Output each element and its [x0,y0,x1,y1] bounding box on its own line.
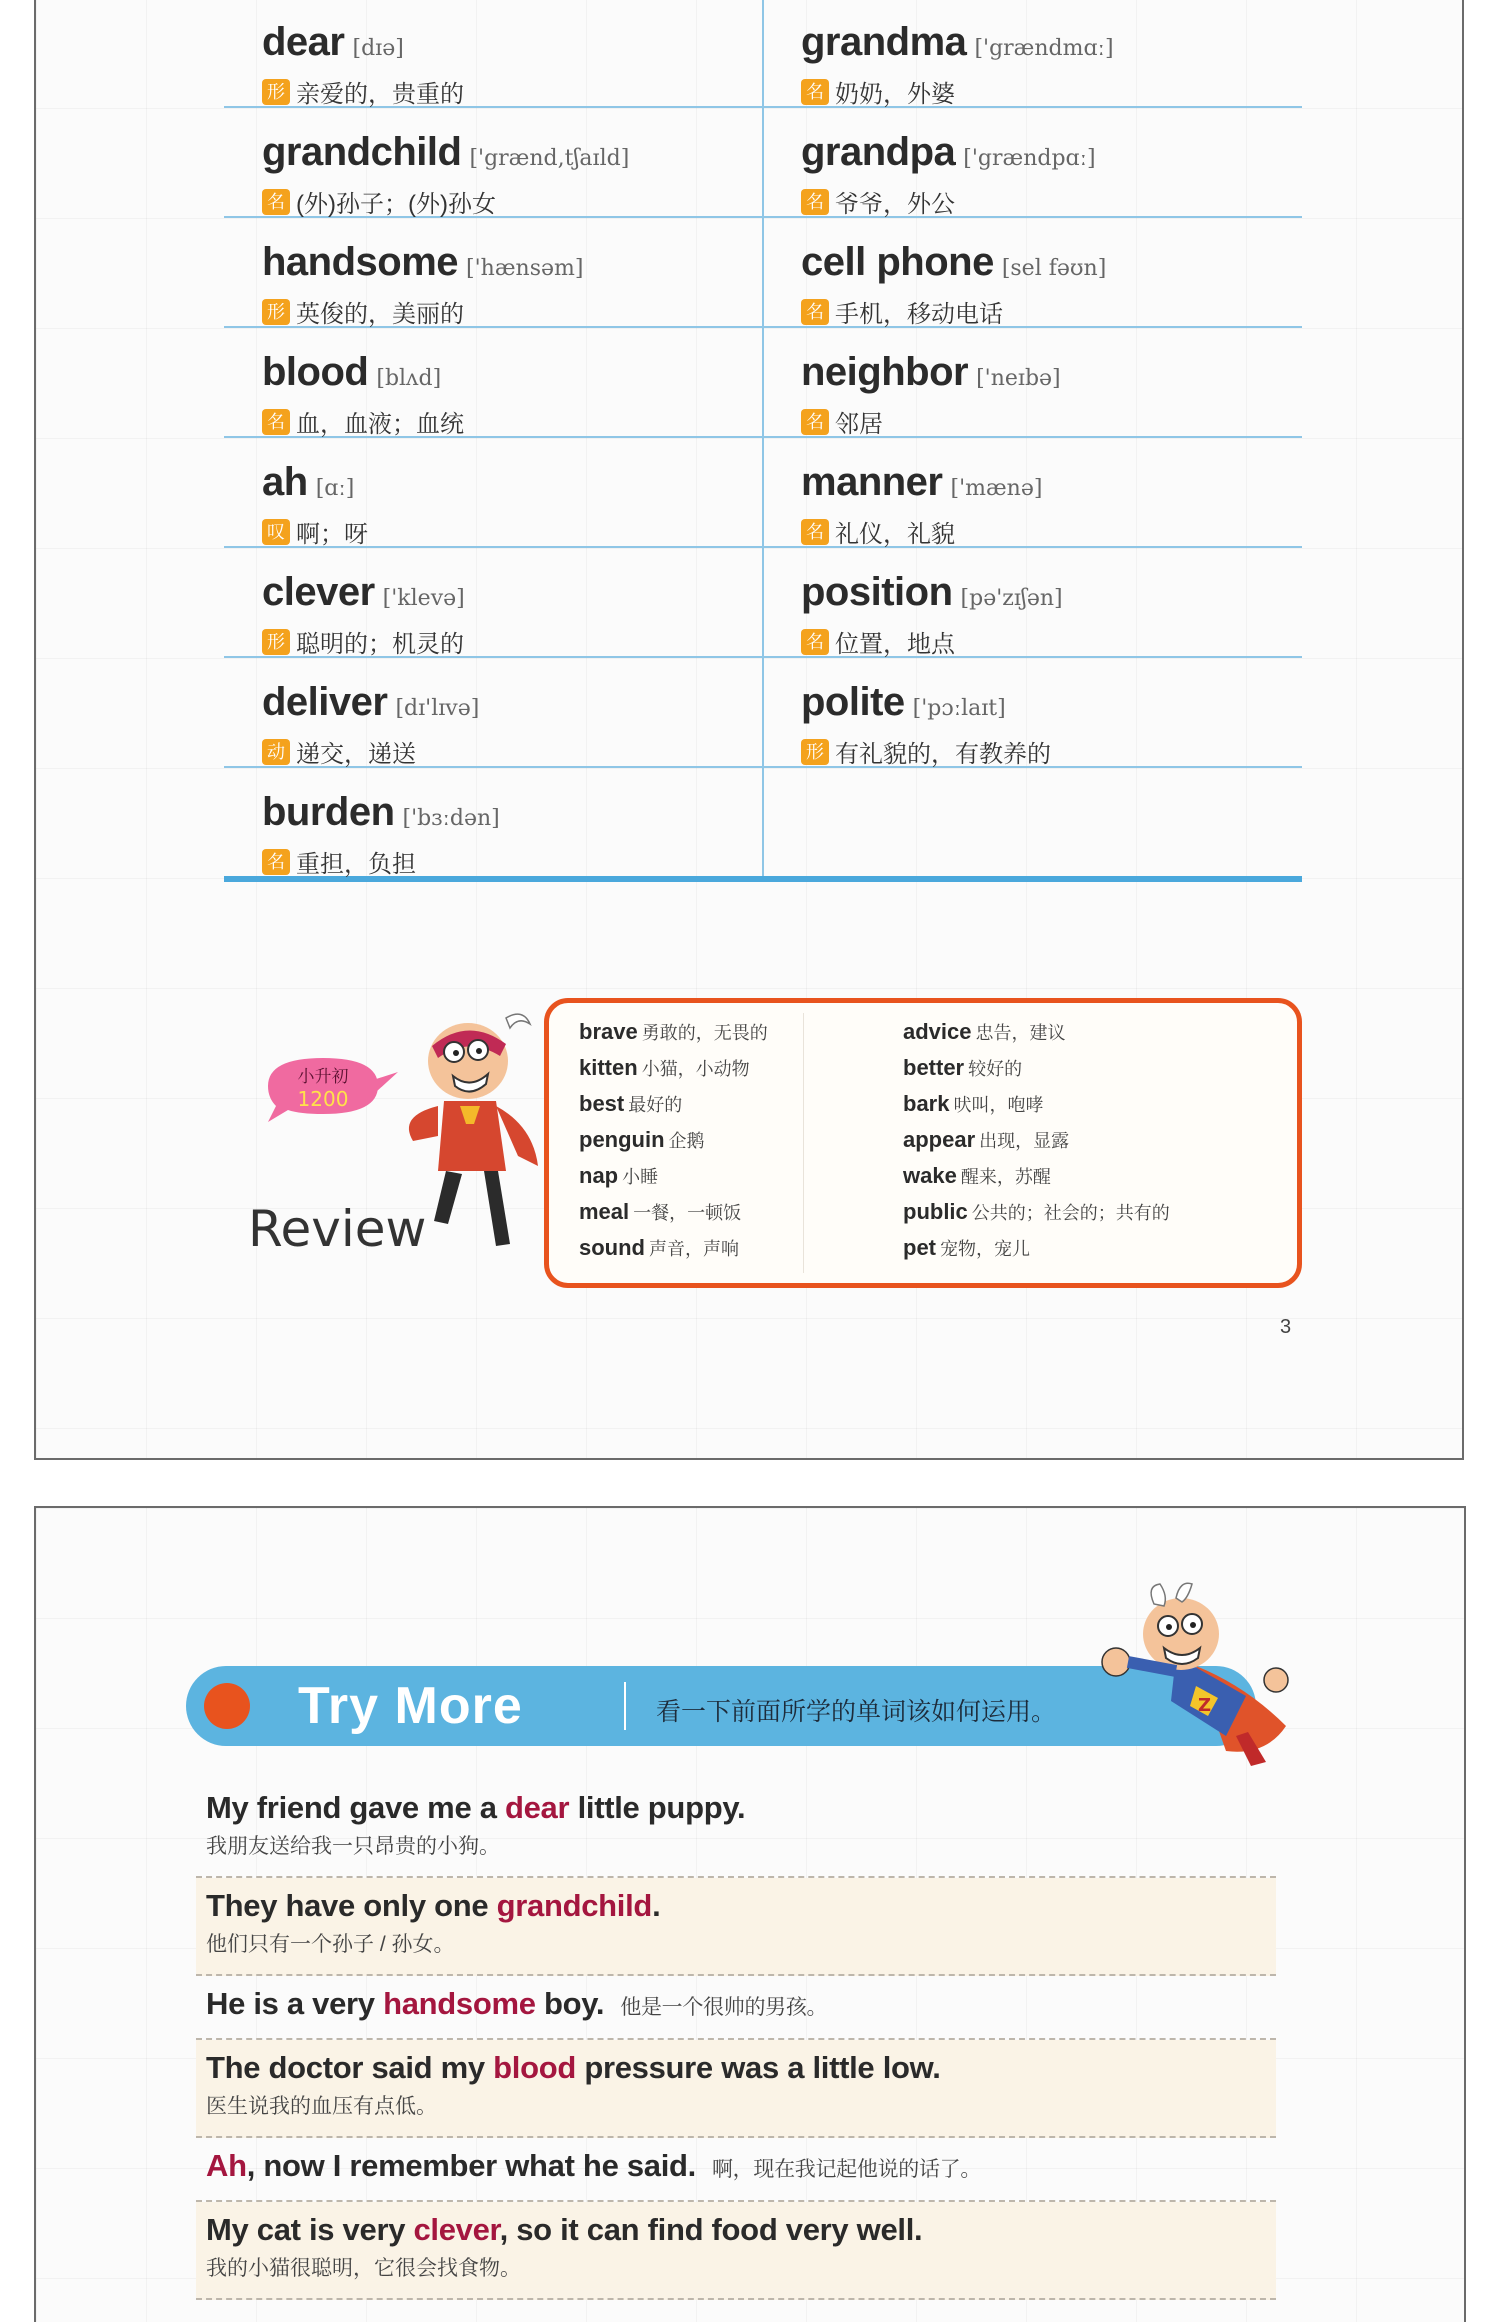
bubble-line-2: 1200 [297,1087,349,1111]
vocab-row [224,438,1302,548]
banner-divider [624,1682,626,1730]
vocabulary-page [34,0,1464,1460]
vocab-word: blood [262,350,369,394]
vocab-entry [224,768,763,876]
vocab-word: burden [262,790,395,834]
vocab-phonetic: ['hænsəm] [466,256,584,281]
vocab-phonetic: ['bɜːdən] [402,806,500,831]
review-meaning: 吠叫，咆哮 [953,1095,1044,1115]
pos-badge: 名 [262,409,290,435]
review-item [579,1019,768,1055]
sentence-text: My friend gave me a [206,1790,505,1825]
review-meaning: 宠物，宠儿 [940,1239,1030,1259]
review-word: advice [903,1019,972,1044]
review-word: appear [903,1127,976,1152]
vocab-phonetic: [dɪə] [352,36,404,61]
vocab-row [224,548,1302,658]
highlight-word: handsome [383,1986,536,2021]
vocab-meaning: 爷爷，外公 [835,191,955,218]
review-list-right [903,1019,1170,1271]
sentence-text: pressure was a little low. [576,2050,941,2085]
try-more-subtitle: 看一下前面所学的单词该如何运用。 [656,1698,1057,1726]
vocab-meaning: 亲爱的，贵重的 [296,81,464,108]
vocab-entry [224,218,763,326]
sentence-text: . [652,1888,661,1923]
review-word: pet [903,1235,936,1260]
sentence-english [206,2148,1266,2184]
pos-badge: 形 [262,629,290,655]
vocab-meaning: (外)孙子；(外)孙女 [296,191,496,218]
vocab-word: deliver [262,680,388,724]
example-sentence [196,2138,1276,2202]
example-sentence [196,2040,1276,2138]
pos-badge: 名 [801,519,829,545]
review-word: wake [903,1163,957,1188]
review-item [903,1127,1170,1163]
sentence-text: He is a very [206,1986,384,2021]
vocab-word: ah [262,460,308,504]
vocab-meaning: 奶奶，外婆 [835,81,955,108]
pos-badge: 形 [262,79,290,105]
review-item [579,1163,768,1199]
review-item [903,1235,1170,1271]
vocab-word: grandpa [801,130,956,174]
review-meaning: 一餐，一顿饭 [633,1203,742,1223]
review-word: brave [579,1019,638,1044]
review-meaning: 公共的；社会的；共有的 [971,1203,1170,1223]
sentence-chinese: 他们只有一个孙子 / 孙女。 [206,1933,455,1956]
vocab-word: position [801,570,953,614]
sentence-chinese: 我的小猫很聪明，它很会找食物。 [206,2257,521,2280]
vocab-phonetic: [ɑː] [315,476,355,501]
highlight-word: Ah [206,2148,247,2183]
vocab-phonetic: ['klevə] [382,586,465,611]
vocab-entry [224,328,763,436]
review-item [579,1199,768,1235]
vocab-entry [763,328,1302,436]
sentence-chinese: 医生说我的血压有点低。 [206,2095,437,2118]
vocab-meaning: 英俊的，美丽的 [296,301,464,328]
vocab-meaning: 聪明的；机灵的 [296,631,464,658]
review-word: better [903,1055,965,1080]
vocab-phonetic: ['mænə] [950,476,1043,501]
sentence-text: They have only one [206,1888,497,1923]
superhero-mascot-icon [248,1006,566,1256]
example-sentence [196,1976,1276,2040]
vocab-word: dear [262,20,345,64]
review-item [903,1019,1170,1055]
vocab-word: grandma [801,20,967,64]
review-meaning: 最好的 [628,1095,683,1115]
review-meaning: 出现，显露 [979,1131,1070,1151]
superhero-mascot-flying-icon [1076,1576,1346,1786]
highlight-word: grandchild [496,1888,653,1923]
pos-badge: 形 [801,739,829,765]
vocab-phonetic: [sel fəʊn] [1001,256,1107,281]
sentence-chinese: 我朋友送给我一只昂贵的小狗。 [206,1835,500,1858]
review-item [903,1163,1170,1199]
vocab-entry [763,548,1302,656]
review-meaning: 勇敢的，无畏的 [641,1023,768,1043]
pos-badge: 名 [801,299,829,325]
review-meaning: 企鹅 [668,1131,705,1151]
vocab-word: cell phone [801,240,994,284]
review-word: sound [579,1235,645,1260]
pos-badge: 名 [801,189,829,215]
sentence-text: , now I remember what he said. [246,2148,696,2183]
vocab-row [224,218,1302,328]
review-item [579,1091,768,1127]
vocab-row [224,0,1302,108]
vocab-entry [224,658,763,766]
sentence-english [206,2212,1266,2248]
vocab-entry [224,438,763,546]
review-meaning: 醒来，苏醒 [960,1167,1051,1187]
vocab-word: neighbor [801,350,969,394]
vocab-row [224,658,1302,768]
vocab-entry [763,108,1302,216]
sentence-text: The doctor said my [206,2050,494,2085]
sentence-chinese: 啊，现在我记起他说的话了。 [711,2158,982,2181]
vocab-entry [224,0,763,106]
review-list-left [579,1019,768,1271]
try-more-page [34,1506,1466,2322]
bubble-line-1: 小升初 [297,1067,349,1087]
vocab-meaning: 邻居 [835,411,883,438]
pos-badge: 名 [801,79,829,105]
example-sentence [196,2202,1276,2300]
vocab-word: clever [262,570,375,614]
vocab-word: grandchild [262,130,462,174]
vocab-meaning: 重担，负担 [296,851,416,878]
review-label: Review [248,1200,427,1256]
vocab-meaning: 手机，移动电话 [835,301,1003,328]
vocab-entry [224,548,763,656]
sentence-english [206,1790,1266,1826]
vocab-phonetic: [blʌd] [376,366,442,391]
review-item [579,1055,768,1091]
review-word: kitten [579,1055,638,1080]
review-word: public [903,1199,968,1224]
vocab-entry [224,108,763,216]
vocab-phonetic: [pə'zɪʃən] [960,586,1063,611]
vocab-meaning: 血，血液；血统 [296,411,464,438]
example-sentence [196,1780,1276,1878]
vocab-meaning: 有礼貌的，有教养的 [835,741,1051,768]
sentence-text: boy. [535,1986,605,2021]
vocab-row [224,108,1302,218]
review-meaning: 小睡 [622,1167,659,1187]
review-box [544,998,1302,1288]
review-meaning: 较好的 [968,1059,1023,1079]
review-item [903,1091,1170,1127]
pos-badge: 名 [801,629,829,655]
vocab-entry-empty [763,768,1302,876]
review-item [579,1127,768,1163]
svg-text:Z: Z [1198,1695,1212,1716]
speech-bubble-icon [268,1058,398,1122]
pos-badge: 动 [262,739,290,765]
review-word: bark [903,1091,950,1116]
vocab-phonetic: ['grænd,tʃaɪld] [469,146,630,171]
vocab-meaning: 位置，地点 [835,631,955,658]
vocab-phonetic: ['neɪbə] [976,366,1061,391]
vocab-meaning: 啊；呀 [296,521,368,548]
page-number: 3 [1280,1316,1292,1338]
pos-badge: 名 [262,849,290,875]
vocab-phonetic: [dɪ'lɪvə] [395,696,480,721]
highlight-word: clever [413,2212,500,2247]
vocab-meaning: 礼仪，礼貌 [835,521,955,548]
review-meaning: 忠告，建议 [975,1023,1066,1043]
pos-badge: 叹 [262,519,290,545]
review-word: penguin [579,1127,665,1152]
vocab-phonetic: ['grændmɑː] [974,36,1114,61]
vocab-word: polite [801,680,905,724]
vocab-entry [763,438,1302,546]
try-more-title: Try More [298,1677,523,1735]
pos-badge: 名 [801,409,829,435]
vocab-word: handsome [262,240,459,284]
example-sentence [196,1878,1276,1976]
sentence-chinese: 他是一个很帅的男孩。 [620,1996,828,2019]
review-item [903,1199,1170,1235]
example-sentences [196,1780,1276,2300]
sentence-text: little puppy. [569,1790,746,1825]
vocabulary-table [224,0,1302,882]
sentence-text: My cat is very [206,2212,414,2247]
vocab-entry [763,218,1302,326]
sentence-english [206,1986,1266,2022]
review-item [579,1235,768,1271]
review-word: nap [579,1163,619,1188]
vocab-phonetic: ['pɔːlaɪt] [912,696,1006,721]
vocab-entry [763,0,1302,106]
vocab-row [224,768,1302,882]
review-meaning: 声音，声响 [649,1239,739,1259]
highlight-word: dear [504,1790,570,1825]
review-word: meal [579,1199,630,1224]
review-item [903,1055,1170,1091]
pos-badge: 名 [262,189,290,215]
vocab-row [224,328,1302,438]
review-meaning: 小猫，小动物 [641,1059,750,1079]
vocab-entry [763,658,1302,766]
review-word: best [579,1091,625,1116]
highlight-word: blood [493,2050,576,2085]
pos-badge: 形 [262,299,290,325]
banner-dot-icon [204,1683,250,1729]
sentence-text: , so it can find food very well. [499,2212,923,2247]
vocab-meaning: 递交，递送 [296,741,416,768]
vocab-phonetic: ['grændpɑː] [963,146,1096,171]
sentence-english [206,2050,1266,2086]
sentence-english [206,1888,1266,1924]
vocab-word: manner [801,460,943,504]
